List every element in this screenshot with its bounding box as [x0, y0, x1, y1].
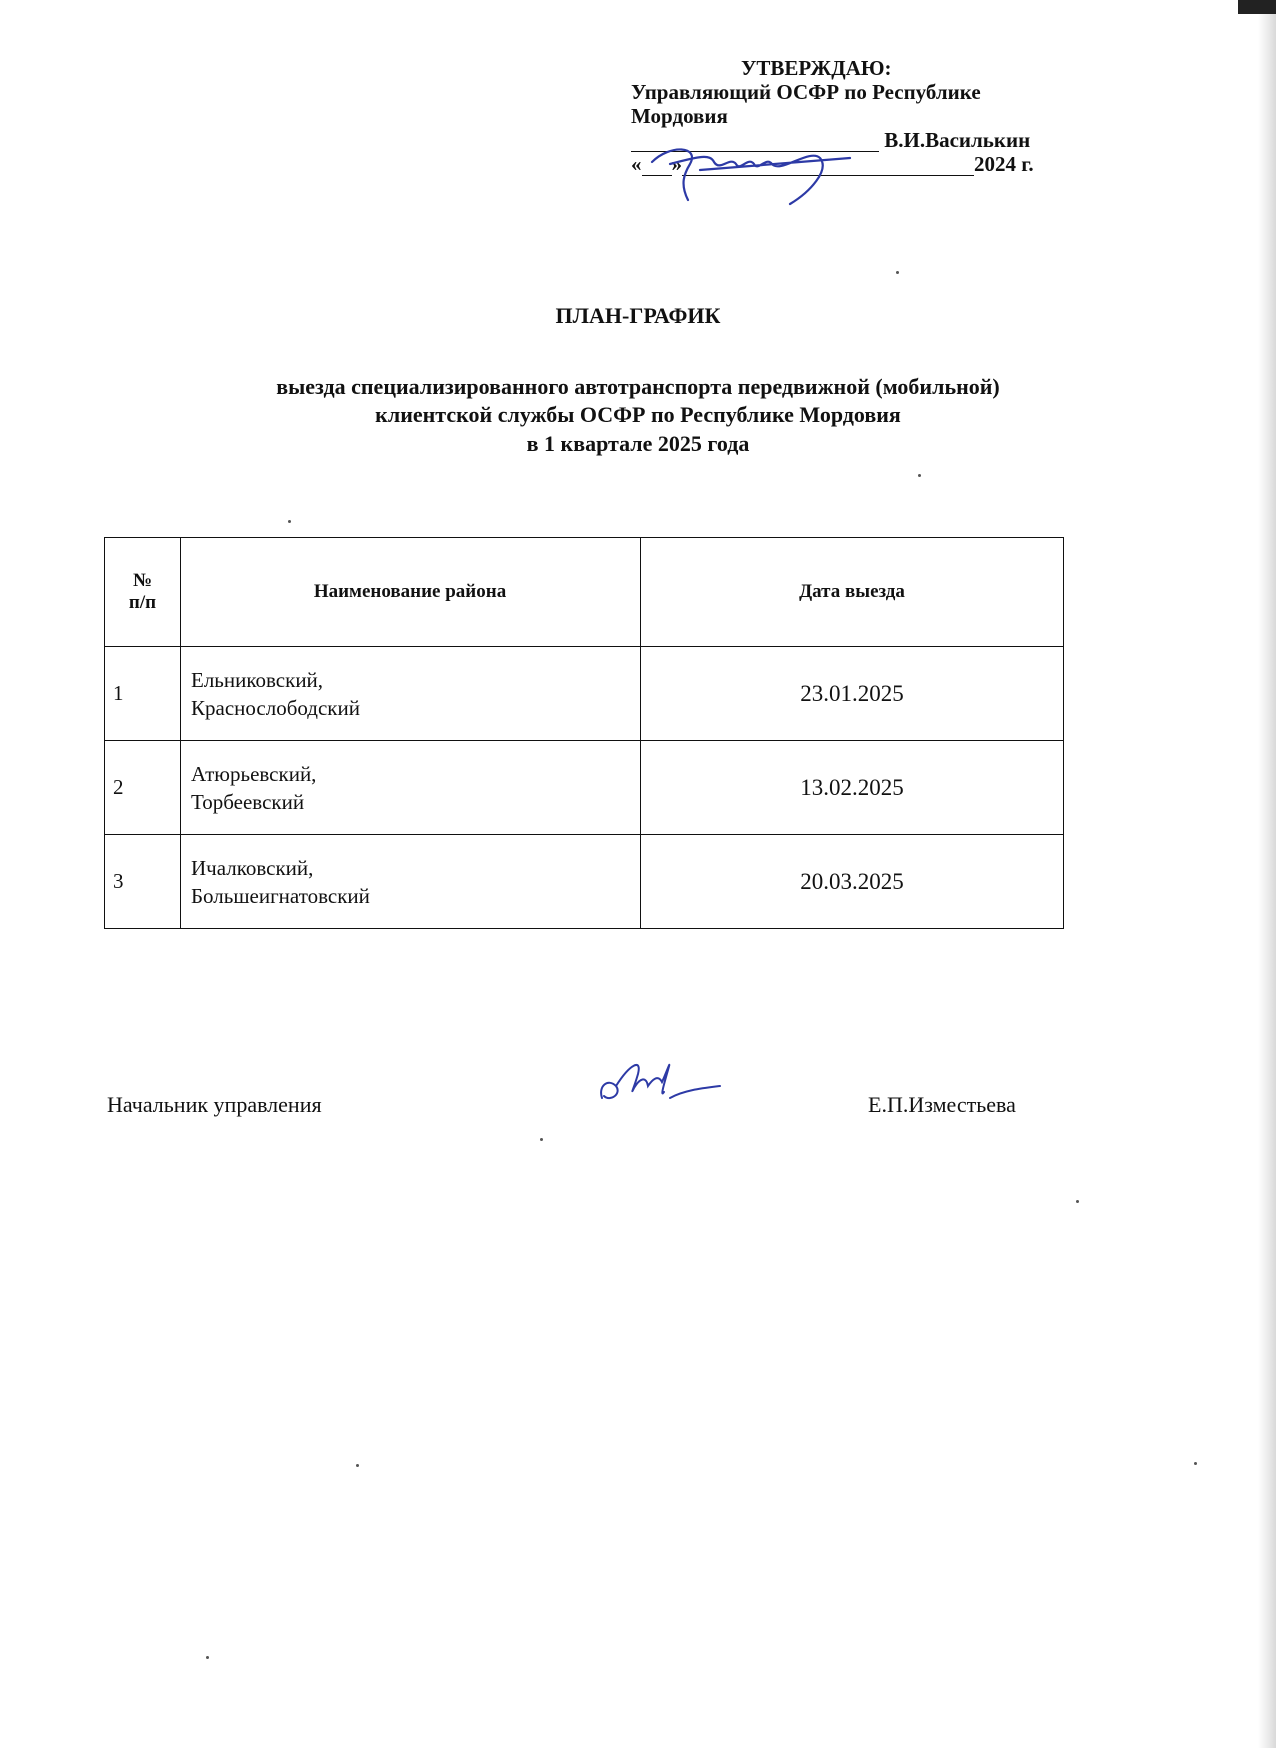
row-number: 3 [105, 835, 181, 929]
date-quote-close: » [671, 152, 682, 176]
scan-speck [1194, 1462, 1197, 1465]
header-district: Наименование района [181, 538, 641, 647]
footer-position: Начальник управления [107, 1092, 322, 1117]
row-number: 2 [105, 741, 181, 835]
approver-signature [640, 134, 860, 214]
document-title: ПЛАН-ГРАФИК [555, 303, 721, 328]
district-line2: Краснослободский [191, 695, 360, 720]
page-edge [1258, 0, 1276, 1748]
header-number-abbr: п/п [128, 592, 157, 613]
row-number: 1 [105, 647, 181, 741]
district-line1: Ичалковский, [191, 855, 314, 880]
date-quote-open: « [631, 152, 642, 176]
scan-speck [540, 1138, 543, 1141]
approval-signatory: В.И.Василькин [884, 128, 1031, 152]
scan-edge-mark [1238, 0, 1276, 14]
row-date: 13.02.2025 [641, 741, 1064, 835]
head-signature [594, 1052, 724, 1114]
row-district [181, 647, 641, 741]
table-header-row [105, 538, 1064, 647]
document-subtitle-line3: в 1 квартале 2025 года [526, 431, 750, 456]
scan-speck [918, 474, 921, 477]
table-row [105, 741, 1064, 835]
row-district [181, 741, 641, 835]
header-number [105, 538, 181, 647]
district-line2: Большеигнатовский [191, 883, 370, 908]
approval-position-line2: Мордовия [631, 104, 728, 128]
document-subtitle-line2: клиентской службы ОСФР по Республике Мордовия [375, 402, 901, 427]
approval-heading: УТВЕРЖДАЮ: [741, 56, 892, 80]
approval-position-line1: Управляющий ОСФР по Республике [631, 80, 981, 104]
scan-speck [288, 520, 291, 523]
header-date: Дата выезда [641, 538, 1064, 647]
scan-speck [1076, 1200, 1079, 1203]
row-district [181, 835, 641, 929]
schedule-table [104, 537, 1064, 929]
district-line1: Ельниковский, [191, 667, 324, 692]
district-line2: Торбеевский [191, 789, 305, 814]
scan-speck [896, 271, 899, 274]
document-subtitle-line1: выезда специализированного автотранспорта передвижной (мобильной) [276, 374, 1000, 399]
table-row [105, 647, 1064, 741]
table-row [105, 835, 1064, 929]
row-date: 20.03.2025 [641, 835, 1064, 929]
row-date: 23.01.2025 [641, 647, 1064, 741]
footer-name: Е.П.Изместьева [868, 1092, 1016, 1117]
district-line1: Атюрьевский, [191, 761, 317, 786]
approval-year: 2024 г. [974, 152, 1034, 176]
scan-speck [206, 1656, 209, 1659]
header-number-sign: № [132, 570, 153, 591]
scan-speck [356, 1464, 359, 1467]
